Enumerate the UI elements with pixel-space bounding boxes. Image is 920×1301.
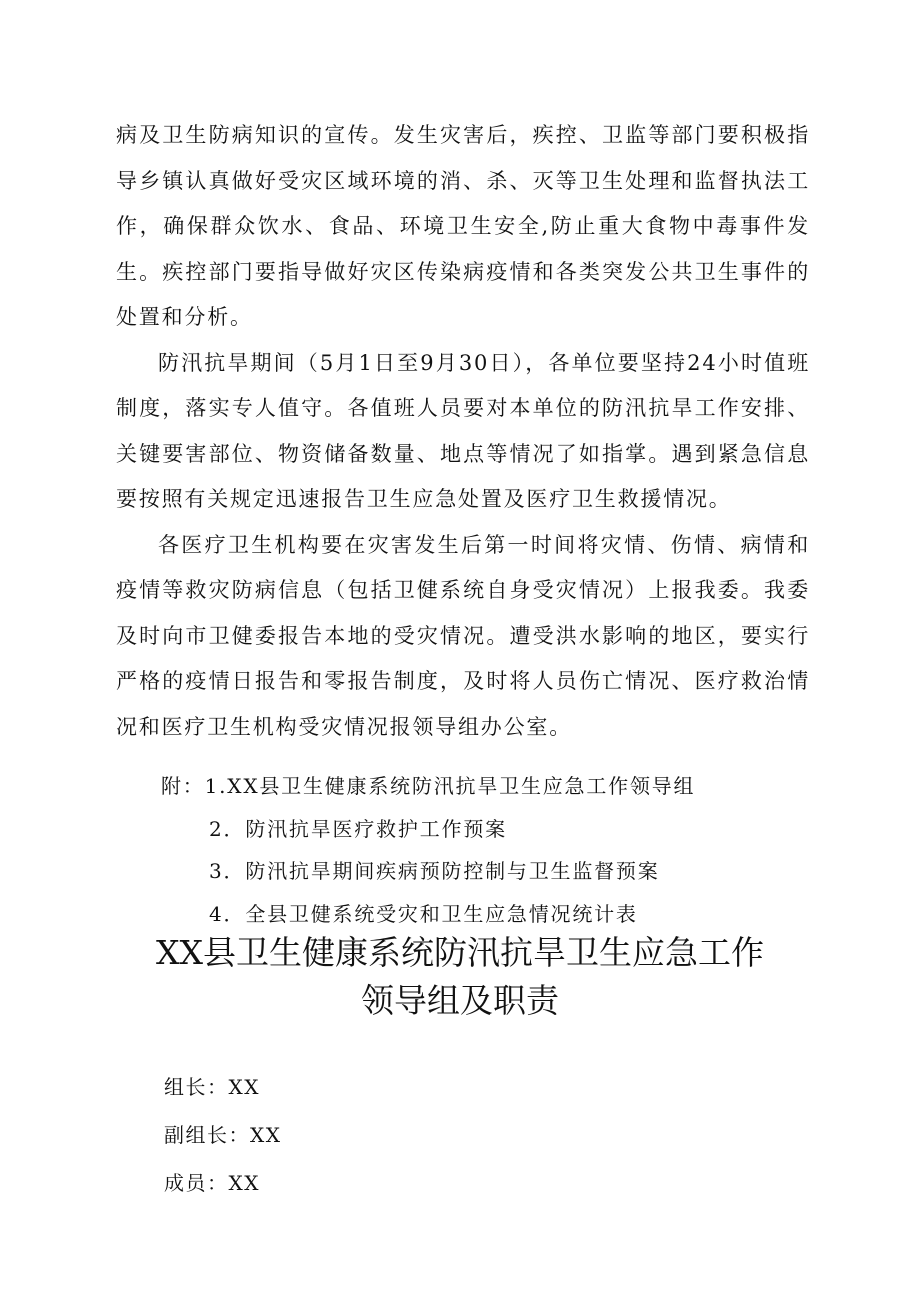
attachment-item-2: 2．防汛抗旱医疗救护工作预案 xyxy=(209,816,507,841)
attachment-item-1: 附：1.XX县卫生健康系统防汛抗旱卫生应急工作领导组 xyxy=(161,774,696,798)
member-leader: 组长：XX xyxy=(164,1075,260,1099)
attachment-item-3: 3．防汛抗旱期间疾病预防控制与卫生监督预案 xyxy=(209,859,660,883)
paragraph-continued: 病及卫生防病知识的宣传。发生灾害后，疾控、卫监等部门要积极指导乡镇认真做好受灾区域环境的消、杀、灭等卫生处理和监督执法工作，确保群众饮水、食品、环境卫生安全,防止重大食物中毒事件发生。疾控部门要指导做好灾区传染病疫情和各类突发公共卫生事件的处置和分析。 xyxy=(116,123,810,329)
paragraph-reporting: 各医疗卫生机构要在灾害发生后第一时间将灾情、伤情、病情和疫情等救灾防病信息（包括卫健系统自身受灾情况）上报我委。我委及时向市卫健委报告本地的受灾情况。遭受洪水影响的地区，要实行严格的疫情日报告和零报告制度，及时将人员伤亡情况、医疗救治情况和医疗卫生机构受灾情况报领导组办公室。 xyxy=(116,532,810,739)
members-list xyxy=(164,1063,764,1207)
paragraph-duty-schedule: 防汛抗旱期间（5月1日至9月30日），各单位要坚持24小时值班制度，落实专人值守。各值班人员要对本单位的防汛抗旱工作安排、关键要害部位、物资储备数量、地点等情况了如指掌。遇到紧急信息要按照有关规定迅速报告卫生应急处置及医疗卫生救援情况。 xyxy=(116,350,810,511)
member-staff: 成员：XX xyxy=(164,1171,260,1195)
member-deputy-leader: 副组长：XX xyxy=(164,1123,282,1147)
attachment-item-4: 4．全县卫健系统受灾和卫生应急情况统计表 xyxy=(209,901,638,926)
section-title-line-2: 领导组及职责 xyxy=(361,981,559,1020)
attachments-list xyxy=(161,765,821,935)
section-title xyxy=(80,929,840,1025)
body-text xyxy=(116,113,810,750)
section-title-line-1: XX县卫生健康系统防汛抗旱卫生应急工作 xyxy=(156,933,764,972)
